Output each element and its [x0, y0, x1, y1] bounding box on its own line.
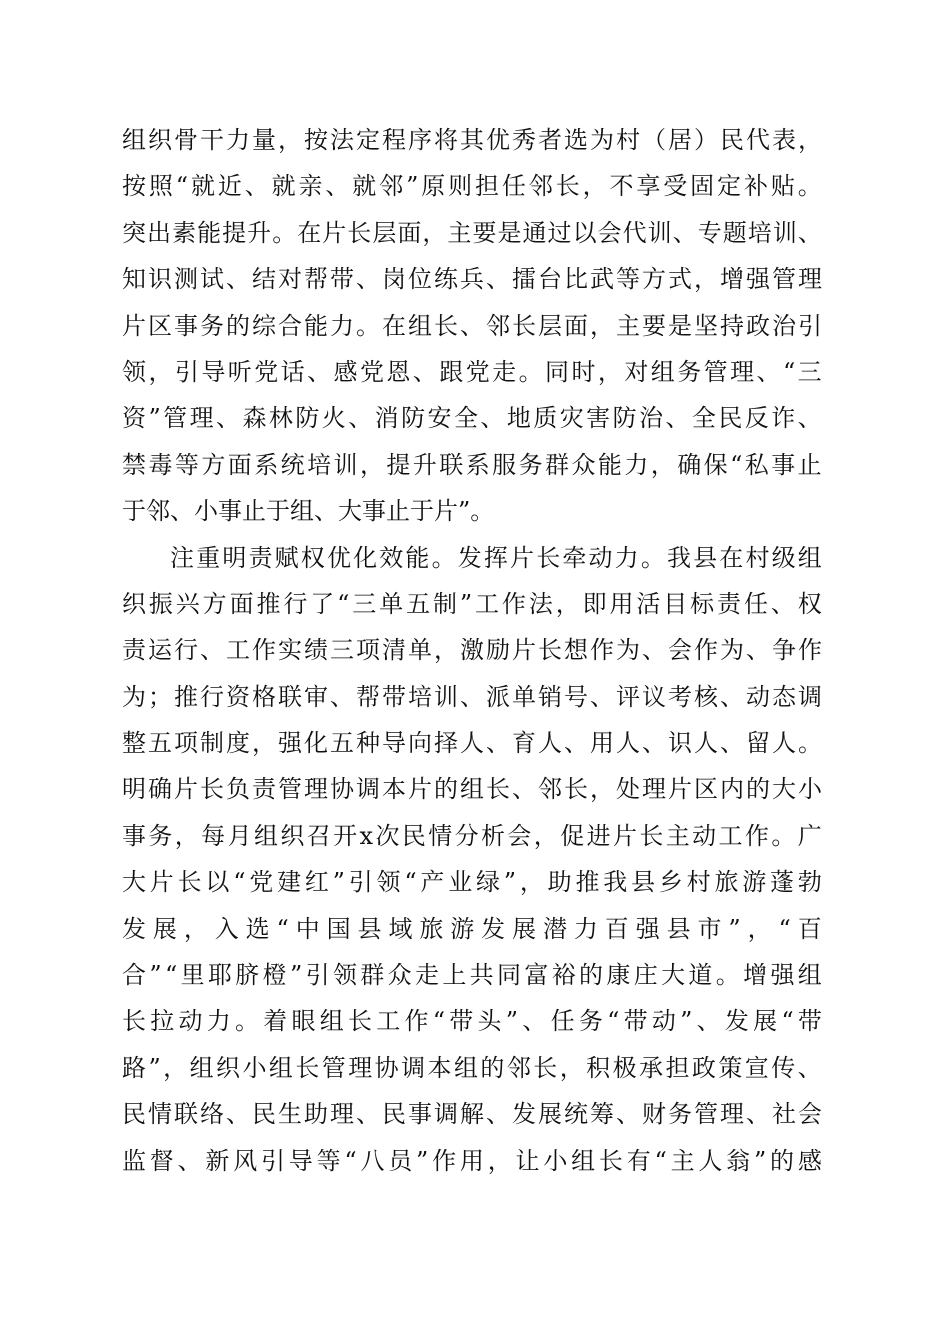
- text-line: 大 片 长 以 “ 党 建 红 ” 引 领 “ 产 业 绿 ” ， 助 推 我 县 乡 村 旅 游 蓬 勃: [122, 868, 822, 897]
- text-line: 整 五 项 制 度 ， 强 化 五 种 导 向 择 人 、 育 人 、 用 人 、 识 人 、 留 人 。: [122, 729, 822, 758]
- text-line: 注 重 明 责 赋 权 优 化 效 能 。 发 挥 片 长 牵 动 力 。 我 县 在 村 级 组: [170, 543, 822, 572]
- text-line: 知 识 测 试 、 结 对 帮 带 、 岗 位 练 兵 、 擂 台 比 武 等 方 式 ， 增 强 管 理: [122, 265, 822, 294]
- text-line: 监 督 、 新 风 引 导 等 “ 八 员 ” 作 用 ， 让 小 组 长 有 “ 主 人 翁 ” 的 感: [122, 1146, 822, 1175]
- text-line: 于 邻 、 小 事 止 于 组 、 大 事 止 于 片 ” 。: [122, 497, 495, 526]
- text-line: 禁 毒 等 方 面 系 统 培 训 ， 提 升 联 系 服 务 群 众 能 力 ， 确 保 “ 私 事 止: [122, 450, 822, 479]
- text-line: 明 确 片 长 负 责 管 理 协 调 本 片 的 组 长 、 邻 长 ， 处 理 片 区 内 的 大 小: [122, 775, 822, 804]
- text-line: 事 务 ， 每 月 组 织 召 开 x 次 民 情 分 析 会 ， 促 进 片 长 主 动 工 作 。 广: [122, 821, 822, 850]
- text-line: 突 出 素 能 提 升 。 在 片 长 层 面 ， 主 要 是 通 过 以 会 代 训 、 专 题 培 训 、: [122, 218, 822, 247]
- text-line: 路 ” ， 组 织 小 组 长 管 理 协 调 本 组 的 邻 长 ， 积 极 承 担 政 策 宣 传 、: [122, 1053, 822, 1082]
- text-line: 为 ； 推 行 资 格 联 审 、 帮 带 培 训 、 派 单 销 号 、 评 议 考 核 、 动 态 调: [122, 682, 822, 711]
- text-line: 领 ， 引 导 听 党 话 、 感 党 恩 、 跟 党 走 。 同 时 ， 对 组 务 管 理 、 “ 三: [122, 357, 822, 386]
- body-text: [122, 117, 822, 1184]
- text-line: 组 织 骨 干 力 量 ， 按 法 定 程 序 将 其 优 秀 者 选 为 村 （ 居 ） 民 代 表 ，: [122, 126, 822, 154]
- text-line: 发 展 ， 入 选 “ 中 国 县 域 旅 游 发 展 潜 力 百 强 县 市 ” ， “ 百: [122, 914, 822, 943]
- text-line: 合 ” “ 里 耶 脐 橙 ” 引 领 群 众 走 上 共 同 富 裕 的 康 庄 大 道 。 增 强 组: [122, 961, 822, 990]
- text-line: 织 振 兴 方 面 推 行 了 “ 三 单 五 制 ” 工 作 法 ， 即 用 活 目 标 责 任 、 权: [122, 589, 822, 618]
- text-line: 责 运 行 、 工 作 实 绩 三 项 清 单 ， 激 励 片 长 想 作 为 、 会 作 为 、 争 作: [122, 636, 822, 665]
- text-line: 长 拉 动 力 。 着 眼 组 长 工 作 “ 带 头 ” 、 任 务 “ 带 动 ” 、 发 展 “ 带: [122, 1007, 822, 1036]
- text-line: 资 ” 管 理 、 森 林 防 火 、 消 防 安 全 、 地 质 灾 害 防 治 、 全 民 反 诈 、: [122, 404, 822, 433]
- text-line: 片 区 事 务 的 综 合 能 力 。 在 组 长 、 邻 长 层 面 ， 主 要 是 坚 持 政 治 引: [122, 311, 822, 340]
- text-line: 民 情 联 络 、 民 生 助 理 、 民 事 调 解 、 发 展 统 筹 、 财 务 管 理 、 社 会: [122, 1100, 822, 1129]
- text-line: 按 照 “ 就 近 、 就 亲 、 就 邻 ” 原 则 担 任 邻 长 ， 不 享 受 固 定 补 贴 。: [122, 172, 822, 201]
